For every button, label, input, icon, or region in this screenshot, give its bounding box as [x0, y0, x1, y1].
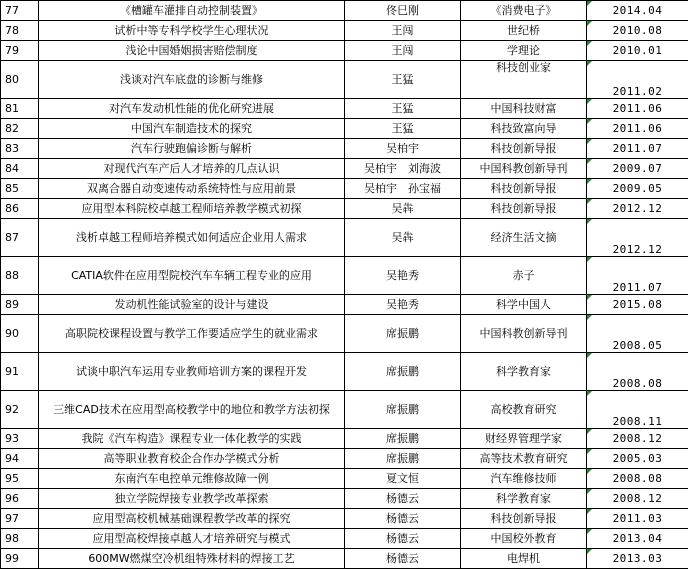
paper-title — [39, 179, 345, 199]
paper-title-text: 独立学院焊接专业教学改革探索 — [115, 492, 269, 505]
paper-author-text: 杨德云 — [386, 532, 419, 545]
publish-date-text: 2011.06 — [613, 102, 663, 115]
paper-title-text: 高职院校课程设置与教学工作要适应学生的就业需求 — [65, 327, 318, 340]
journal-name-text: 科学教育家 — [496, 492, 551, 505]
publish-date-text: 2008.05 — [613, 339, 663, 352]
journal-name — [461, 21, 587, 41]
paper-author — [345, 61, 461, 99]
row-number — [1, 139, 39, 159]
publish-date — [587, 179, 688, 199]
cell-note-flag-icon — [587, 391, 592, 396]
cell-note-flag-icon — [587, 429, 592, 434]
row-number-text: 92 — [5, 403, 19, 416]
table-row — [1, 469, 688, 489]
paper-author — [345, 159, 461, 179]
paper-author — [345, 21, 461, 41]
cell-note-flag-icon — [587, 295, 592, 300]
paper-author-text: 王闯 — [392, 24, 414, 37]
paper-author-text: 王猛 — [392, 102, 414, 115]
publish-date-text: 2005.03 — [613, 452, 663, 465]
paper-author-text: 吴犇 — [392, 231, 414, 244]
journal-name-text: 中国科教创新导刊 — [480, 162, 568, 175]
table-row — [1, 1, 688, 21]
journal-name-text: 科学教育家 — [496, 365, 551, 378]
row-number — [1, 449, 39, 469]
journal-name-text: 中国科教创新导刊 — [480, 327, 568, 340]
paper-title — [39, 449, 345, 469]
publish-date-text: 2011.07 — [613, 281, 663, 294]
publish-date-text: 2011.03 — [613, 512, 663, 525]
paper-title — [39, 315, 345, 353]
paper-title — [39, 119, 345, 139]
paper-title-text: 汽车行驶跑偏诊断与解析 — [131, 142, 252, 155]
paper-author — [345, 41, 461, 61]
publish-date — [587, 489, 688, 509]
paper-author — [345, 391, 461, 429]
journal-name — [461, 139, 587, 159]
paper-author — [345, 489, 461, 509]
paper-title-text: 高等职业教育校企合作办学模式分析 — [104, 452, 280, 465]
row-number — [1, 41, 39, 61]
publish-date-text: 2010.08 — [613, 24, 663, 37]
cell-note-flag-icon — [587, 549, 592, 554]
row-number-text: 89 — [5, 298, 19, 311]
paper-title — [39, 469, 345, 489]
paper-title-text: 东南汽车电控单元维修故障一例 — [115, 472, 269, 485]
paper-author — [345, 449, 461, 469]
journal-name — [461, 119, 587, 139]
paper-title — [39, 219, 345, 257]
table-row — [1, 315, 688, 353]
paper-author — [345, 179, 461, 199]
paper-author — [345, 219, 461, 257]
row-number-text: 78 — [5, 24, 19, 37]
cell-note-flag-icon — [587, 257, 592, 262]
paper-author-text: 杨德云 — [386, 492, 419, 505]
paper-title-text: 对汽车发动机性能的优化研究进展 — [109, 102, 274, 115]
row-number-text: 84 — [5, 162, 19, 175]
journal-name — [461, 429, 587, 449]
publish-date — [587, 391, 688, 429]
publish-date-text: 2015.08 — [613, 298, 663, 311]
paper-title — [39, 159, 345, 179]
publish-date — [587, 549, 688, 569]
cell-note-flag-icon — [587, 41, 592, 46]
paper-author — [345, 353, 461, 391]
cell-note-flag-icon — [587, 61, 592, 66]
row-number-text: 91 — [5, 365, 19, 378]
publish-date-text: 2008.12 — [613, 432, 663, 445]
journal-name-text: 高等技术教育研究 — [480, 452, 568, 465]
cell-note-flag-icon — [587, 353, 592, 358]
journal-name — [461, 391, 587, 429]
publish-date — [587, 21, 688, 41]
publish-date — [587, 469, 688, 489]
paper-author — [345, 119, 461, 139]
journal-name-text: 中国校外教育 — [491, 532, 557, 545]
row-number — [1, 469, 39, 489]
table-row — [1, 549, 688, 569]
row-number — [1, 119, 39, 139]
publish-date — [587, 199, 688, 219]
row-number-text: 93 — [5, 432, 19, 445]
paper-author-text: 王猛 — [392, 73, 414, 86]
paper-title — [39, 41, 345, 61]
journal-name — [461, 199, 587, 219]
row-number — [1, 391, 39, 429]
table-row — [1, 61, 688, 99]
journal-name-text: 科技创新导报 — [491, 142, 557, 155]
row-number — [1, 1, 39, 21]
journal-name — [461, 449, 587, 469]
publish-date — [587, 529, 688, 549]
paper-title — [39, 529, 345, 549]
row-number-text: 83 — [5, 142, 19, 155]
publish-date-text: 2010.01 — [613, 44, 663, 57]
journal-name — [461, 257, 587, 295]
paper-title-text: 浅谈对汽车底盘的诊断与维修 — [120, 73, 263, 86]
publish-date — [587, 257, 688, 295]
row-number — [1, 353, 39, 391]
paper-title-text: 600MW燃煤空冷机组特殊材料的焊接工艺 — [88, 552, 294, 565]
row-number-text: 88 — [5, 269, 19, 282]
paper-author — [345, 199, 461, 219]
paper-title-text: 应用型高校焊接卓越人才培养研究与模式 — [93, 532, 291, 545]
paper-author — [345, 257, 461, 295]
row-number — [1, 315, 39, 353]
journal-name — [461, 295, 587, 315]
paper-title — [39, 21, 345, 41]
cell-note-flag-icon — [587, 159, 592, 164]
row-number-text: 94 — [5, 452, 19, 465]
paper-title — [39, 1, 345, 21]
table-row — [1, 449, 688, 469]
journal-name-text: 学理论 — [507, 44, 540, 57]
journal-name-text: 赤子 — [513, 269, 535, 282]
table-row — [1, 139, 688, 159]
paper-author-text: 杨德云 — [386, 512, 419, 525]
publish-date-text: 2011.07 — [613, 142, 663, 155]
row-number-text: 79 — [5, 44, 19, 57]
publish-date-text: 2008.08 — [613, 377, 663, 390]
row-number-text: 99 — [5, 552, 19, 565]
paper-author-text: 吴艳秀 — [386, 269, 419, 282]
journal-name-text: 中国科技财富 — [491, 102, 557, 115]
cell-note-flag-icon — [587, 139, 592, 144]
paper-author — [345, 549, 461, 569]
journal-name-text: 经济生活文摘 — [491, 231, 557, 244]
publish-date — [587, 315, 688, 353]
paper-title-text: 中国汽车制造技术的探究 — [131, 122, 252, 135]
row-number-text: 86 — [5, 202, 19, 215]
cell-note-flag-icon — [587, 449, 592, 454]
publish-date-text: 2011.02 — [613, 85, 663, 98]
table-row — [1, 21, 688, 41]
row-number — [1, 199, 39, 219]
table-row — [1, 353, 688, 391]
paper-author-text: 吴柏宇 — [386, 142, 419, 155]
paper-title-text: 双离合器自动变速传动系统特性与应用前景 — [87, 182, 296, 195]
journal-name — [461, 61, 587, 99]
publish-date — [587, 295, 688, 315]
paper-author — [345, 99, 461, 119]
journal-name-text: 《消费电子》 — [491, 4, 557, 17]
paper-author-text: 吴犇 — [392, 202, 414, 215]
row-number — [1, 219, 39, 257]
cell-note-flag-icon — [587, 469, 592, 474]
paper-title-text: 我院《汽车构造》课程专业一体化教学的实践 — [82, 432, 302, 445]
paper-title — [39, 429, 345, 449]
paper-title-text: 应用型高校机械基础课程教学改革的探究 — [93, 512, 291, 525]
publish-date-text: 2014.04 — [613, 4, 663, 17]
journal-name — [461, 219, 587, 257]
publish-date — [587, 119, 688, 139]
paper-author-text: 王猛 — [392, 122, 414, 135]
table-row — [1, 99, 688, 119]
table-row — [1, 219, 688, 257]
row-number — [1, 21, 39, 41]
table-row — [1, 295, 688, 315]
row-number-text: 95 — [5, 472, 19, 485]
table-row — [1, 489, 688, 509]
paper-title — [39, 139, 345, 159]
paper-title-text: 对现代汽车产后人才培养的几点认识 — [104, 162, 280, 175]
paper-author-text: 夏文恒 — [386, 472, 419, 485]
paper-author-text: 席振鹏 — [386, 365, 419, 378]
table-row — [1, 41, 688, 61]
row-number-text: 90 — [5, 327, 19, 340]
row-number-text: 87 — [5, 231, 19, 244]
paper-author-text: 王闯 — [392, 44, 414, 57]
paper-author-text: 吴艳秀 — [386, 298, 419, 311]
paper-title — [39, 199, 345, 219]
paper-author-text: 吴柏宇 刘海波 — [364, 162, 441, 175]
row-number — [1, 179, 39, 199]
paper-author-text: 席振鹏 — [386, 432, 419, 445]
paper-author-text: 席振鹏 — [386, 327, 419, 340]
row-number-text: 82 — [5, 122, 19, 135]
row-number — [1, 489, 39, 509]
row-number-text: 85 — [5, 182, 19, 195]
journal-name-text: 科技致富向导 — [491, 122, 557, 135]
cell-note-flag-icon — [587, 199, 592, 204]
paper-title — [39, 257, 345, 295]
table-row — [1, 429, 688, 449]
paper-author — [345, 139, 461, 159]
papers-table-body — [1, 1, 688, 569]
publish-date-text: 2013.03 — [613, 552, 663, 565]
row-number — [1, 529, 39, 549]
row-number — [1, 159, 39, 179]
cell-note-flag-icon — [587, 315, 592, 320]
journal-name-text: 高校教育研究 — [491, 403, 557, 416]
row-number-text: 98 — [5, 532, 19, 545]
table-row — [1, 529, 688, 549]
publish-date-text: 2008.12 — [613, 492, 663, 505]
paper-title — [39, 61, 345, 99]
paper-title-text: 试析中等专科学校学生心理状况 — [115, 24, 269, 37]
publish-date — [587, 429, 688, 449]
paper-title — [39, 391, 345, 429]
journal-name — [461, 549, 587, 569]
journal-name — [461, 489, 587, 509]
cell-note-flag-icon — [587, 489, 592, 494]
paper-author-text: 吴柏宇 孙宝福 — [364, 182, 441, 195]
table-row — [1, 199, 688, 219]
table-row — [1, 257, 688, 295]
publish-date — [587, 1, 688, 21]
publish-date-text: 2013.04 — [613, 532, 663, 545]
journal-name — [461, 99, 587, 119]
publish-date-text: 2008.08 — [613, 472, 663, 485]
cell-note-flag-icon — [587, 99, 592, 104]
table-row — [1, 391, 688, 429]
cell-note-flag-icon — [587, 529, 592, 534]
paper-author-text: 佟巳刚 — [386, 4, 419, 17]
paper-title — [39, 353, 345, 391]
cell-note-flag-icon — [587, 1, 592, 6]
publish-date — [587, 353, 688, 391]
journal-name-text: 科学中国人 — [496, 298, 551, 311]
row-number-text: 77 — [5, 4, 19, 17]
paper-title — [39, 99, 345, 119]
journal-name-text: 世纪桥 — [507, 24, 540, 37]
cell-note-flag-icon — [587, 179, 592, 184]
paper-author — [345, 295, 461, 315]
publish-date-text: 2009.07 — [613, 162, 663, 175]
paper-author — [345, 1, 461, 21]
publish-date — [587, 449, 688, 469]
paper-title-text: 试谈中职汽车运用专业教师培训方案的课程开发 — [76, 365, 307, 378]
journal-name-text: 科技创业家 — [496, 61, 551, 74]
paper-title-text: 《槽罐车灌排自动控制装置》 — [120, 4, 263, 17]
publish-date-text: 2009.05 — [613, 182, 663, 195]
row-number — [1, 549, 39, 569]
paper-author — [345, 529, 461, 549]
row-number-text: 97 — [5, 512, 19, 525]
paper-author — [345, 429, 461, 449]
table-row — [1, 179, 688, 199]
cell-note-flag-icon — [587, 219, 592, 224]
row-number — [1, 61, 39, 99]
publish-date-text: 2012.12 — [613, 202, 663, 215]
journal-name — [461, 159, 587, 179]
row-number-text: 80 — [5, 73, 19, 86]
publish-date — [587, 61, 688, 99]
paper-title-text: 应用型本科院校卓越工程师培养教学模式初探 — [82, 202, 302, 215]
table-row — [1, 159, 688, 179]
paper-author — [345, 315, 461, 353]
publish-date — [587, 219, 688, 257]
journal-name — [461, 41, 587, 61]
journal-name-text: 电焊机 — [507, 552, 540, 565]
publish-date — [587, 139, 688, 159]
row-number — [1, 257, 39, 295]
paper-title-text: CATIA软件在应用型院校汽车车辆工程专业的应用 — [71, 269, 312, 282]
journal-name — [461, 469, 587, 489]
journal-name-text: 科技创新导报 — [491, 182, 557, 195]
publish-date — [587, 41, 688, 61]
row-number — [1, 99, 39, 119]
paper-title — [39, 295, 345, 315]
publish-date — [587, 159, 688, 179]
row-number-text: 81 — [5, 102, 19, 115]
table-row — [1, 119, 688, 139]
paper-author-text: 杨德云 — [386, 552, 419, 565]
journal-name — [461, 529, 587, 549]
journal-name-text: 汽车维修技师 — [491, 472, 557, 485]
publish-date-text: 2008.11 — [613, 415, 663, 428]
paper-author-text: 席振鹏 — [386, 452, 419, 465]
publish-date-text: 2012.12 — [613, 243, 663, 256]
journal-name-text: 科技创新导报 — [491, 512, 557, 525]
journal-name-text: 财经界管理学家 — [485, 432, 562, 445]
journal-name-text: 科技创新导报 — [491, 202, 557, 215]
row-number-text: 96 — [5, 492, 19, 505]
paper-title — [39, 489, 345, 509]
cell-note-flag-icon — [587, 21, 592, 26]
journal-name — [461, 1, 587, 21]
paper-title-text: 发动机性能试验室的设计与建设 — [115, 298, 269, 311]
journal-name — [461, 315, 587, 353]
journal-name — [461, 179, 587, 199]
row-number — [1, 295, 39, 315]
paper-title — [39, 549, 345, 569]
paper-title-text: 浅论中国婚姻损害赔偿制度 — [126, 44, 258, 57]
publish-date — [587, 99, 688, 119]
paper-author — [345, 469, 461, 489]
paper-title-text: 浅析卓越工程师培养模式如何适应企业用人需求 — [76, 231, 307, 244]
paper-author-text: 席振鹏 — [386, 403, 419, 416]
journal-name — [461, 353, 587, 391]
publish-date-text: 2011.06 — [613, 122, 663, 135]
cell-note-flag-icon — [587, 509, 592, 514]
row-number — [1, 429, 39, 449]
paper-title-text: 三维CAD技术在应用型高校教学中的地位和教学方法初探 — [53, 403, 330, 416]
cell-note-flag-icon — [587, 119, 592, 124]
